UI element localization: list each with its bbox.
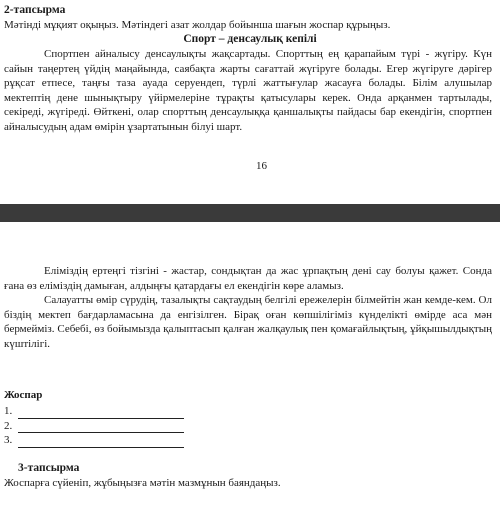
page-bottom — [0, 226, 500, 528]
plan-blank-line[interactable] — [18, 422, 184, 433]
task2-instruction: Мәтінді мұқият оқыңыз. Мәтіндегі азат жолдар бойынша шағын жоспар құрыңыз. — [4, 19, 391, 31]
plan-item — [4, 419, 184, 434]
task3-title: 3-тапсырма — [18, 462, 80, 474]
page-top — [0, 0, 500, 200]
paragraph-youth: Еліміздің ертеңгі тізгіні - жастар, сондықтан да жас ұрпақтың дені сау болуы қажет. Сонда ғана өз еліміздің дамыған, алдыңғы қатардағы ел екендігін көре аламыз. — [4, 265, 492, 292]
plan-item-number: 3. — [4, 434, 13, 447]
task3-instruction: Жоспарға сүйеніп, жұбыңызға мәтін мазмұнын баяндаңыз. — [4, 477, 281, 489]
page-number: 16 — [256, 160, 267, 172]
plan-blank-line[interactable] — [18, 437, 184, 448]
plan-item-number: 2. — [4, 419, 13, 432]
paragraph-healthy-life: Салауатты өмір сүрудің, тазалықты сақтаудың белгілі ережелерін білмейтін жан кемде-кем. Ол біздің мектеп бағдарламасына да енгізілген. Бірақ оған көпшілігіміз күнделікті өмірде аса мән бермейміз. Себебі, өз бойымызда қалыптасып қалған жалқаулық пен қомағайлықтың, ұйқышылдықтың күштілігі. — [4, 294, 492, 350]
plan-blank-line[interactable] — [18, 408, 184, 419]
text-heading: Спорт – денсаулық кепілі — [183, 33, 317, 45]
plan-item — [4, 404, 184, 419]
plan-title: Жоспар — [4, 389, 43, 401]
plan-item — [4, 433, 184, 448]
task2-title: 2-тапсырма — [4, 4, 66, 16]
plan-list — [4, 404, 184, 448]
main-paragraph: Спортпен айналысу денсаулықты жақсартады. Спорттың ең қарапайым түрі - жүгіру. Күн сайын таңертең үйдің маңайында, саябақта жарты сағаттай жүгіруге болады. Егер жүгіруге дәрігер рұқсат етпесе, таңғы таза ауада серуендеп, түрлі жаттығулар жасауға болады. Білім алушылар мектептің дене шынықтыру үйірмелеріне тұрақты қатысулары керек. Онда арқанмен тартылады, секіреді, жүгіреді. Өйткені, олар спорттың денсаулыққа қаншалықты пайдасы бар екендігін, спортпен айналысудың адам өмірін ұзартатынын білуі шарт. — [4, 48, 492, 133]
page-separator — [0, 204, 500, 222]
plan-item-number: 1. — [4, 405, 13, 417]
